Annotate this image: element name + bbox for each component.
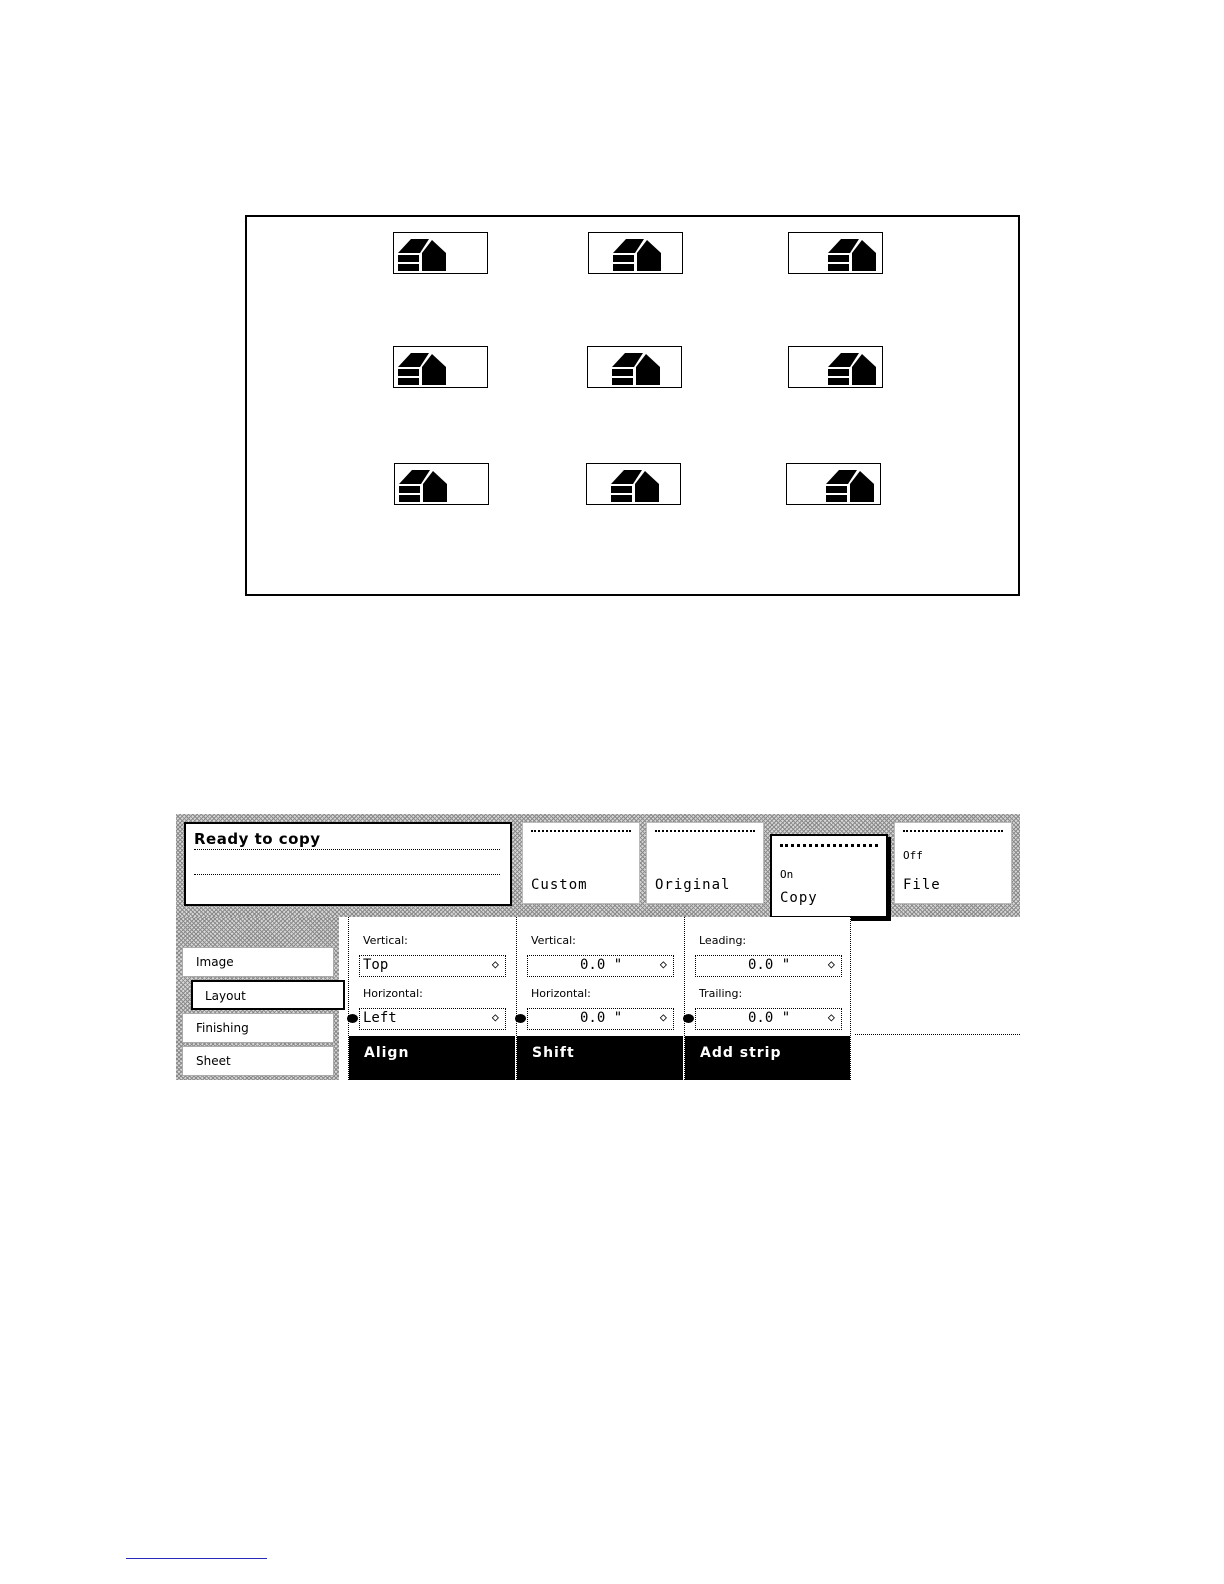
align-middle-center xyxy=(587,346,682,388)
shift-column xyxy=(516,917,683,1080)
align-top-right xyxy=(788,232,883,274)
panel-divider xyxy=(855,1034,1020,1035)
house-icon xyxy=(826,467,877,503)
leading-value: 0.0 " xyxy=(748,957,791,973)
leading-field[interactable] xyxy=(695,955,842,977)
tab-finishing[interactable] xyxy=(182,1013,334,1043)
align-vertical-label: Vertical: xyxy=(363,934,408,947)
align-top-center xyxy=(588,232,683,274)
house-icon xyxy=(828,350,879,386)
align-top-left xyxy=(393,232,488,274)
trailing-value: 0.0 " xyxy=(748,1010,791,1026)
house-icon xyxy=(828,236,879,272)
align-horizontal-value: Left xyxy=(363,1010,397,1026)
spinner-icon[interactable]: ◇ xyxy=(491,957,499,971)
selected-bullet-icon xyxy=(347,1014,358,1023)
dotted-bar xyxy=(655,830,755,832)
status-divider xyxy=(194,849,500,850)
tab-layout[interactable] xyxy=(191,980,345,1010)
dotted-bar xyxy=(780,844,878,847)
align-bottom-center xyxy=(586,463,681,505)
original-button[interactable] xyxy=(646,822,764,904)
house-icon xyxy=(398,236,449,272)
align-bottom-right xyxy=(786,463,881,505)
selected-bullet-icon xyxy=(683,1014,694,1023)
tab-image-label: Image xyxy=(196,955,234,969)
house-icon xyxy=(612,350,663,386)
footnote-rule xyxy=(126,1558,267,1559)
add-strip-button[interactable]: Add strip xyxy=(685,1036,850,1080)
custom-label: Custom xyxy=(531,877,588,893)
tab-layout-label: Layout xyxy=(205,989,246,1003)
selected-bullet-icon xyxy=(515,1014,526,1023)
copy-state: On xyxy=(780,868,794,881)
custom-button[interactable] xyxy=(522,822,640,904)
file-button[interactable] xyxy=(894,822,1012,904)
shift-vertical-value: 0.0 " xyxy=(580,957,623,973)
tab-finishing-label: Finishing xyxy=(196,1021,249,1035)
shift-horizontal-label: Horizontal: xyxy=(531,987,591,1000)
house-icon xyxy=(611,467,662,503)
tab-image[interactable] xyxy=(182,947,334,977)
align-horizontal-label: Horizontal: xyxy=(363,987,423,1000)
spinner-icon[interactable]: ◇ xyxy=(491,1010,499,1024)
original-label: Original xyxy=(655,877,731,893)
tab-sheet-label: Sheet xyxy=(196,1054,231,1068)
trailing-label: Trailing: xyxy=(699,987,743,1000)
shift-button[interactable]: Shift xyxy=(517,1036,683,1080)
house-icon xyxy=(613,236,664,272)
align-vertical-field[interactable] xyxy=(359,955,506,977)
align-horizontal-field[interactable] xyxy=(359,1008,506,1030)
align-middle-left xyxy=(393,346,488,388)
spinner-icon[interactable]: ◇ xyxy=(827,957,835,971)
dotted-bar xyxy=(903,830,1003,832)
house-icon xyxy=(398,350,449,386)
alignment-diagram xyxy=(245,215,1020,596)
house-icon xyxy=(399,467,450,503)
align-bottom-left xyxy=(394,463,489,505)
file-state: Off xyxy=(903,849,923,862)
align-column xyxy=(348,917,515,1080)
spinner-icon[interactable]: ◇ xyxy=(827,1010,835,1024)
copy-button[interactable] xyxy=(770,834,888,918)
leading-label: Leading: xyxy=(699,934,747,947)
align-vertical-value: Top xyxy=(363,957,389,973)
shift-vertical-label: Vertical: xyxy=(531,934,576,947)
shift-horizontal-field[interactable] xyxy=(527,1008,674,1030)
spinner-icon[interactable]: ◇ xyxy=(659,1010,667,1024)
copy-control-panel xyxy=(176,814,1020,1080)
trailing-field[interactable] xyxy=(695,1008,842,1030)
dotted-bar xyxy=(531,830,631,832)
spinner-icon[interactable]: ◇ xyxy=(659,957,667,971)
align-button[interactable]: Align xyxy=(349,1036,515,1080)
tab-sheet[interactable] xyxy=(182,1046,334,1076)
file-label: File xyxy=(903,877,941,893)
shift-horizontal-value: 0.0 " xyxy=(580,1010,623,1026)
status-divider xyxy=(194,874,500,875)
add-strip-column xyxy=(684,917,851,1080)
shift-vertical-field[interactable] xyxy=(527,955,674,977)
status-title: Ready to copy xyxy=(194,830,321,848)
align-middle-right xyxy=(788,346,883,388)
copy-label: Copy xyxy=(780,890,818,906)
status-panel xyxy=(184,822,512,906)
